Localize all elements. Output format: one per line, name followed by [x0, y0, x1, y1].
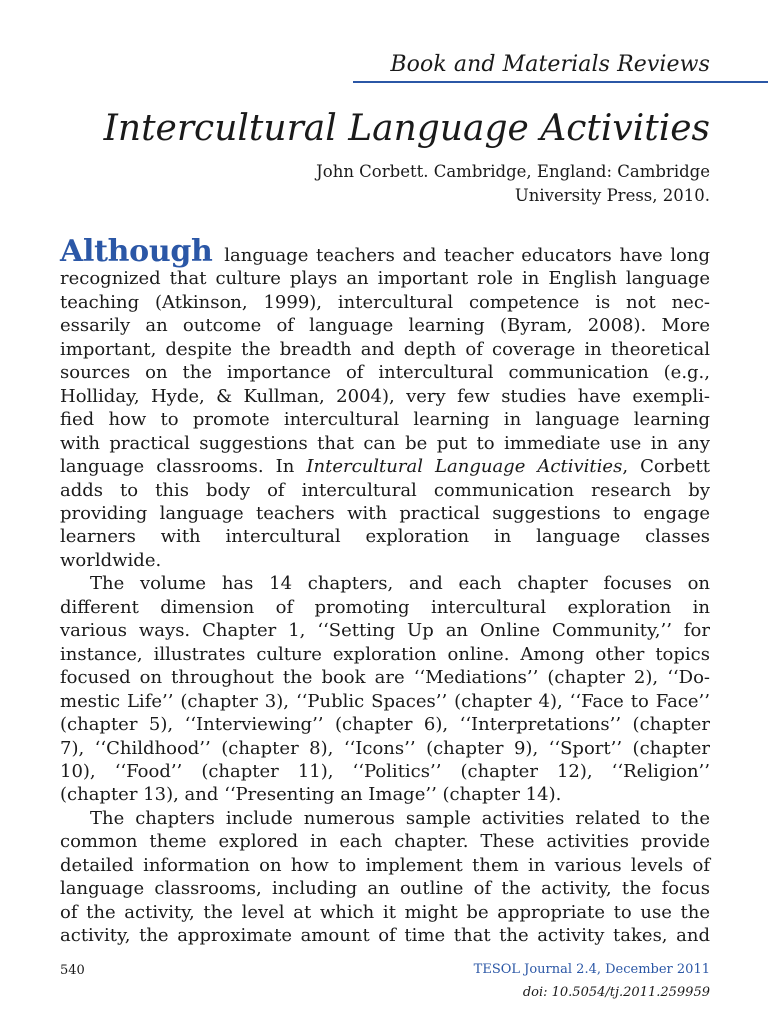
- body-line: essarily an outcome of language learning (Byram, 2008). More: [60, 315, 710, 337]
- body-line: (chapter 13), and ‘‘Presenting an Image’’ (chapter 14).: [60, 784, 562, 806]
- body-line: 7), ‘‘Childhood’’ (chapter 8), ‘‘Icons’’ (chapter 9), ‘‘Sport’’ (chapter: [60, 737, 710, 759]
- body-line: recognized that culture plays an important role in English language: [60, 268, 710, 290]
- body-line: with practical suggestions that can be put to immediate use in any: [60, 432, 710, 454]
- body-line: language classrooms, including an outline of the activity, the focus: [60, 878, 710, 900]
- body-line: activity, the approximate amount of time that the activity takes, and: [60, 925, 710, 947]
- body-line: different dimension of promoting intercultural exploration in: [60, 596, 710, 618]
- section-heading: Book and Materials Reviews: [390, 52, 710, 77]
- body-line: The chapters include numerous sample activities related to the: [90, 807, 710, 829]
- body-line-1: Although language teachers and teacher educators have long: [60, 234, 710, 269]
- review-body: [60, 234, 710, 948]
- body-line: important, despite the breadth and depth of coverage in theoretical: [60, 338, 710, 360]
- doi-reference: doi: 10.5054/tj.2011.259959: [522, 985, 710, 1000]
- body-line-with-title: language classrooms. In Intercultural Language Activities, Corbett: [60, 456, 710, 478]
- drop-word: Although: [60, 234, 213, 269]
- body-line: teaching (Atkinson, 1999), intercultural competence is not nec-: [60, 291, 710, 313]
- review-title: Intercultural Language Activities: [103, 108, 710, 149]
- body-line: of the activity, the level at which it might be appropriate to use the: [60, 901, 710, 923]
- body-line: mestic Life’’ (chapter 3), ‘‘Public Spaces’’ (chapter 4), ‘‘Face to Face’’: [60, 690, 710, 712]
- body-line: fied how to promote intercultural learning in language learning: [60, 409, 710, 431]
- book-citation: [316, 160, 710, 208]
- body-line: sources on the importance of intercultural communication (e.g.,: [60, 362, 710, 384]
- body-line: learners with intercultural exploration in language classes: [60, 526, 710, 548]
- body-line: 10), ‘‘Food’’ (chapter 11), ‘‘Politics’’ (chapter 12), ‘‘Religion’’: [60, 760, 710, 782]
- body-line: focused on throughout the book are ‘‘Mediations’’ (chapter 2), ‘‘Do-: [60, 667, 710, 689]
- citation-line-2: University Press, 2010.: [514, 186, 710, 205]
- body-line: adds to this body of intercultural communication research by: [60, 479, 710, 501]
- body-line: worldwide.: [60, 549, 162, 571]
- citation-line-1: John Corbett. Cambridge, England: Cambridge: [316, 162, 710, 181]
- body-line: detailed information on how to implement them in various levels of: [60, 854, 710, 876]
- body-line: (chapter 5), ‘‘Interviewing’’ (chapter 6), ‘‘Interpretations’’ (chapter: [60, 714, 710, 736]
- journal-reference: TESOL Journal 2.4, December 2011: [473, 962, 710, 977]
- page-number: 540: [60, 963, 85, 978]
- body-line: The volume has 14 chapters, and each chapter focuses on: [90, 573, 710, 595]
- book-title-inline: Intercultural Language Activities: [306, 456, 623, 478]
- body-line: Holliday, Hyde, & Kullman, 2004), very few studies have exempli-: [60, 385, 710, 407]
- heading-rule: [353, 81, 768, 83]
- body-line: providing language teachers with practical suggestions to engage: [60, 502, 710, 524]
- body-line: various ways. Chapter 1, ‘‘Setting Up an Online Community,’’ for: [60, 620, 710, 642]
- body-line: instance, illustrates culture exploration online. Among other topics: [60, 643, 710, 665]
- body-line: common theme explored in each chapter. These activities provide: [60, 831, 710, 853]
